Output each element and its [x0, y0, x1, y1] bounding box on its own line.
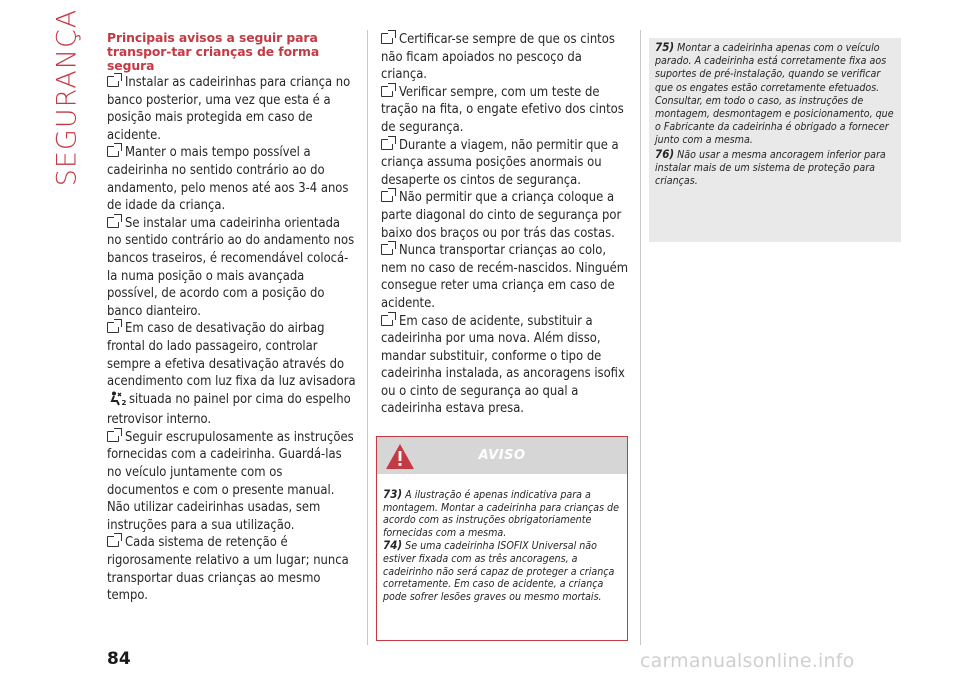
bullet-icon — [107, 217, 119, 228]
list-item: Em caso de acidente, substituir a cadeirinha por uma nova. Além disso, mandar substituir, conforme o tipo de cadeirinha instalada, as ancoragens isofix ou o cinto de segurança ao qual a cadeirinha estava presa. — [381, 313, 625, 417]
bullet-icon — [381, 191, 393, 202]
column-2 — [381, 31, 631, 418]
list-item: Manter o mais tempo possível a cadeirinha no sentido contrário ao do andamento, pelo menos até aos 3-4 anos de idade da criança. — [107, 145, 349, 214]
list-item: Durante a viagem, não permitir que a criança assuma posições anormais ou desaperte os cintos de segurança. — [381, 137, 619, 188]
bullet-icon — [107, 536, 119, 547]
bullet-icon — [381, 139, 393, 150]
notes-box — [649, 38, 901, 242]
warning-box — [376, 436, 628, 641]
section-tab — [51, 8, 83, 187]
column-1 — [107, 31, 357, 605]
warning-note: 74) Se uma cadeirinha ISOFIX Universal não estiver fixada com as três ancoragens, a cadeirinho não será capaz de proteger a criança corretamente. Em caso de acidente, a criança pode sofrer lesões graves ou mesmo mortais. — [383, 538, 615, 603]
list-item: Seguir escrupulosamente as instruções fornecidas com a cadeirinha. Guardá-las no veículo juntamente com os documentos e com o presente manual. Não utilizar cadeirinhas usadas, sem instruções para a sua utilização. — [107, 429, 354, 533]
bullet-icon — [381, 86, 393, 97]
page-number: 84 — [107, 649, 131, 669]
bullet-icon — [381, 315, 393, 326]
warning-triangle-icon — [385, 443, 415, 474]
warning-header — [377, 437, 627, 474]
bullet-icon — [381, 33, 393, 44]
note: 76) Não usar a mesma ancoragem inferior para instalar mais de um sistema de proteção para crianças. — [655, 146, 886, 188]
svg-text:2: 2 — [121, 398, 127, 406]
bullet-icon — [107, 322, 119, 333]
warning-title: AVISO — [478, 448, 526, 463]
list-item: Não permitir que a criança coloque a parte diagonal do cinto de segurança por baixo dos braços ou por trás das costas. — [381, 190, 622, 241]
list-item: Certificar-se sempre de que os cintos não ficam apoiados no pescoço da criança. — [381, 32, 615, 83]
column-divider — [640, 30, 641, 645]
list-item: Em caso de desativação do airbag frontal do lado passageiro, controlar sempre a efetiva desativação através do acendimento com luz fixa da luz avisadora 2 situada no painel por cima do espelho retrovisor interno. — [107, 321, 356, 428]
column-divider — [367, 30, 368, 645]
bullet-icon — [107, 146, 119, 157]
bullet-icon — [107, 76, 119, 87]
watermark: carmanualsonline.info — [640, 650, 855, 672]
warning-note: 73) A ilustração é apenas indicativa para a montagem. Montar a cadeirinha para crianças de acordo com as instruções obrigatoriamente fornecidas com a mesma. — [383, 487, 619, 539]
bullet-icon — [107, 431, 119, 442]
passenger-airbag-off-icon — [109, 391, 127, 412]
list-item: Verificar sempre, com um teste de tração na fita, o engate efetivo dos cintos de segurança. — [381, 84, 624, 135]
list-item: Cada sistema de retenção é rigorosamente relativo a um lugar; nunca transportar duas crianças ao mesmo tempo. — [107, 535, 349, 604]
warning-body — [377, 474, 627, 603]
note: 75) Montar a cadeirinha apenas com o veículo parado. A cadeirinha está corretamente fixa aos suportes de pré-instalação, quando se verificar que os engates estão corretamente efetuados. Consultar, em todo o caso, as instruções de montagem, desmontagem e posicionamento, que o Fabricante da cadeirinha é obrigado a fornecer junto com a mesma. — [655, 40, 894, 147]
bullet-icon — [381, 244, 393, 255]
list-item: Instalar as cadeirinhas para criança no banco posterior, uma vez que esta é a posição mais protegida em caso de acidente. — [107, 75, 351, 143]
section-heading: Principais avisos a seguir para transpor-tar crianças de forma segura — [107, 30, 320, 73]
section-title: SEGURANÇA — [51, 8, 83, 187]
list-item: Nunca transportar crianças ao colo, nem no caso de recém-nascidos. Ninguém consegue reter uma criança em caso de acidente. — [381, 243, 629, 311]
list-item: Se instalar uma cadeirinha orientada no sentido contrário ao do andamento nos bancos traseiros, é recomendável colocá-la numa posição o mais avançada possível, de acordo com a posição do banco dianteiro. — [107, 215, 355, 319]
